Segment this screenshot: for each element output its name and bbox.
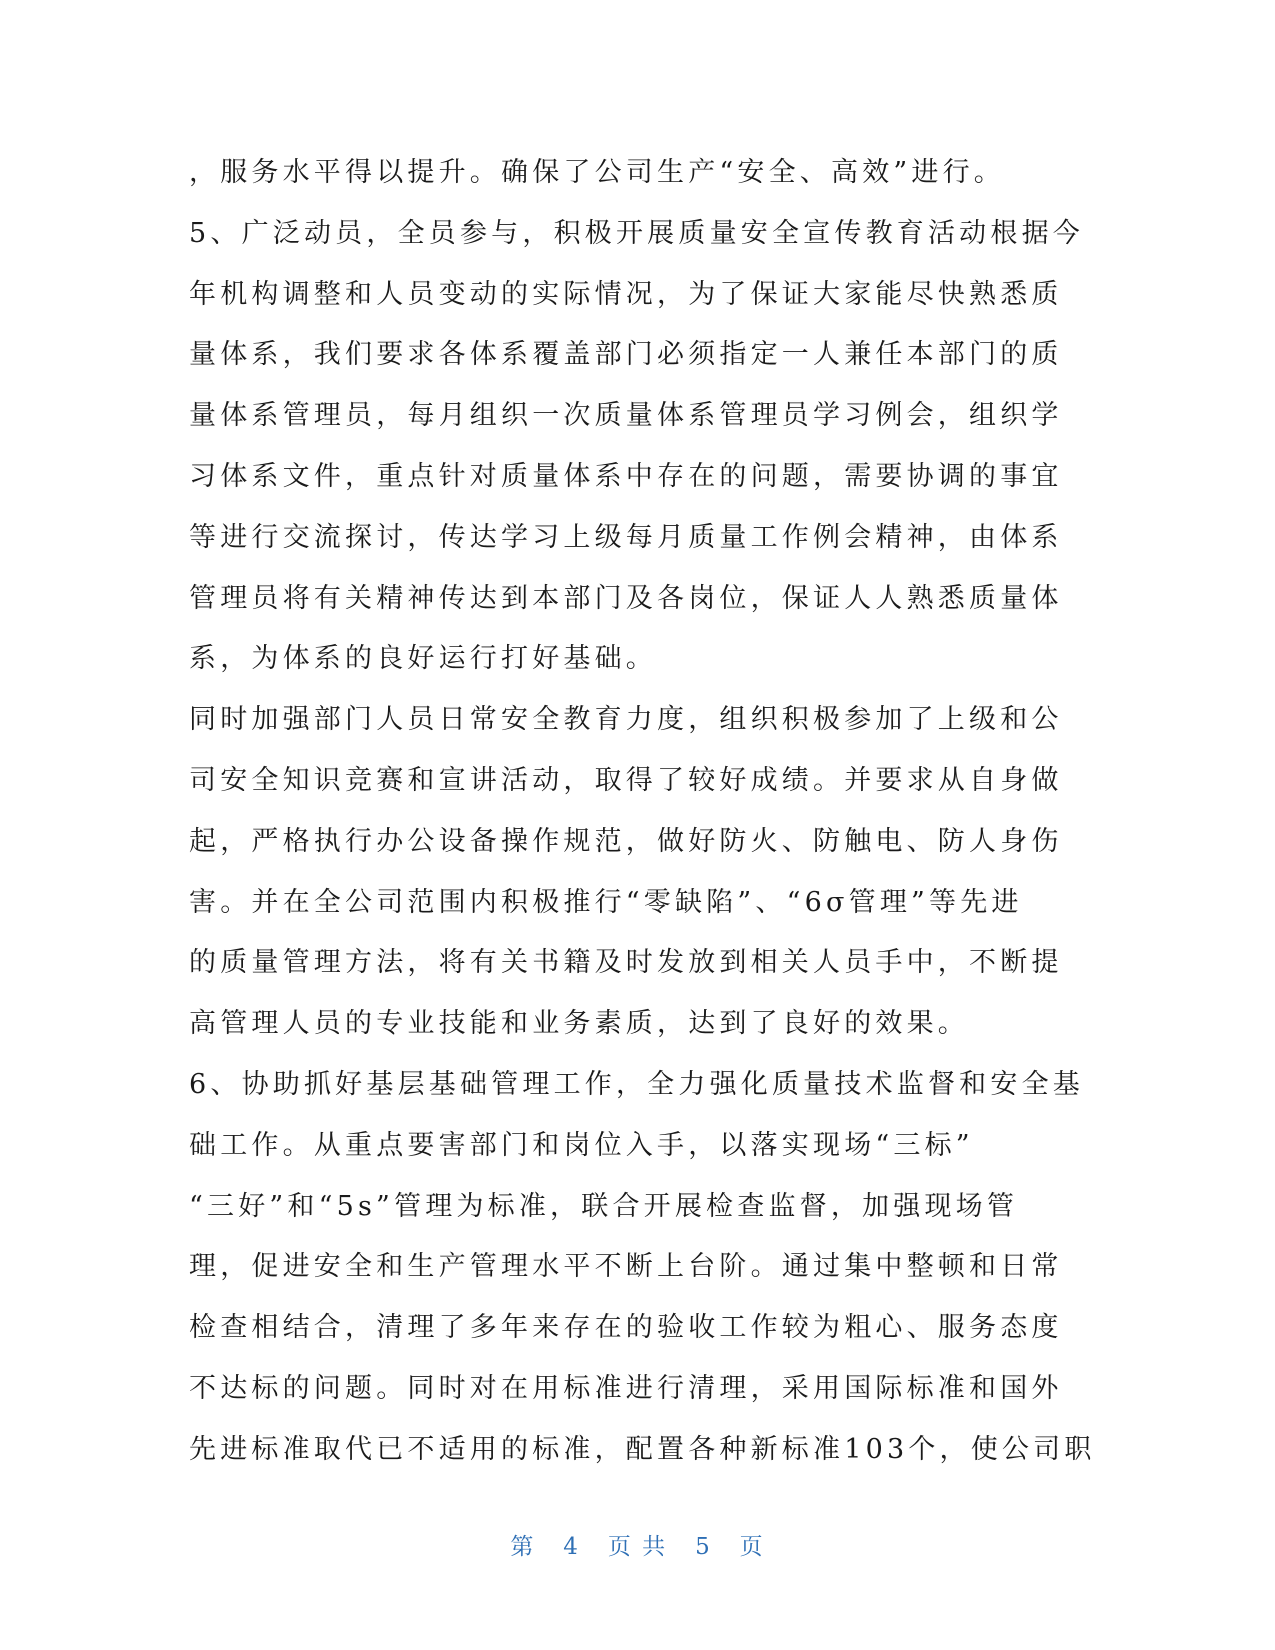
footer-prefix: 第 xyxy=(510,1534,536,1560)
text-line: 系，为体系的良好运行打好基础。 xyxy=(189,643,657,675)
footer-middle: 页 共 xyxy=(607,1534,668,1560)
text-line: “三好”和“5s”管理为标准，联合开展检查监督，加强现场管 xyxy=(189,1190,1019,1222)
text-line: 5、广泛动员，全员参与，积极开展质量安全宣传教育活动根据今 xyxy=(189,217,1084,249)
text-line: 管理员将有关精神传达到本部门及各岗位，保证人人熟悉质量体 xyxy=(189,582,1063,614)
text-line: 高管理人员的专业技能和业务素质，达到了良好的效果。 xyxy=(189,1008,969,1040)
text-line: 的质量管理方法，将有关书籍及时发放到相关人员手中，不断提 xyxy=(189,947,1063,979)
text-line: 害。并在全公司范围内积极推行“零缺陷”、“6σ管理”等先进 xyxy=(189,886,1023,918)
footer-suffix: 页 xyxy=(739,1534,765,1560)
text-line: 起，严格执行办公设备操作规范，做好防火、防触电、防人身伤 xyxy=(189,825,1063,857)
text-line: 检查相结合，清理了多年来存在的验收工作较为粗心、服务态度 xyxy=(189,1312,1063,1344)
text-line: 量体系管理员，每月组织一次质量体系管理员学习例会，组织学 xyxy=(189,400,1063,432)
text-line: 理，促进安全和生产管理水平不断上台阶。通过集中整顿和日常 xyxy=(189,1251,1063,1283)
text-line: 司安全知识竞赛和宣讲活动，取得了较好成绩。并要求从自身做 xyxy=(189,764,1063,796)
text-line: 等进行交流探讨，传达学习上级每月质量工作例会精神，由体系 xyxy=(189,521,1063,553)
text-line: 础工作。从重点要害部门和岗位入手，以落实现场“三标” xyxy=(189,1129,974,1161)
text-line: 先进标准取代已不适用的标准，配置各种新标准103个，使公司职 xyxy=(189,1433,1096,1465)
text-line: 同时加强部门人员日常安全教育力度，组织积极参加了上级和公 xyxy=(189,704,1063,736)
text-line: 年机构调整和人员变动的实际情况，为了保证大家能尽快熟悉质 xyxy=(189,278,1063,310)
document-body xyxy=(189,143,1096,1481)
text-line: 量体系，我们要求各体系覆盖部门必须指定一人兼任本部门的质 xyxy=(189,339,1063,371)
page-footer xyxy=(0,1528,1275,1561)
text-line: 6、协助抓好基层基础管理工作，全力强化质量技术监督和安全基 xyxy=(189,1068,1084,1100)
footer-total-pages: 5 xyxy=(695,1534,712,1560)
text-line: 习体系文件，重点针对质量体系中存在的问题，需要协调的事宜 xyxy=(189,460,1063,492)
text-line: 不达标的问题。同时对在用标准进行清理，采用国际标准和国外 xyxy=(189,1372,1063,1404)
text-line: ，服务水平得以提升。确保了公司生产“安全、高效”进行。 xyxy=(189,157,1006,188)
footer-page-number: 4 xyxy=(563,1534,580,1560)
